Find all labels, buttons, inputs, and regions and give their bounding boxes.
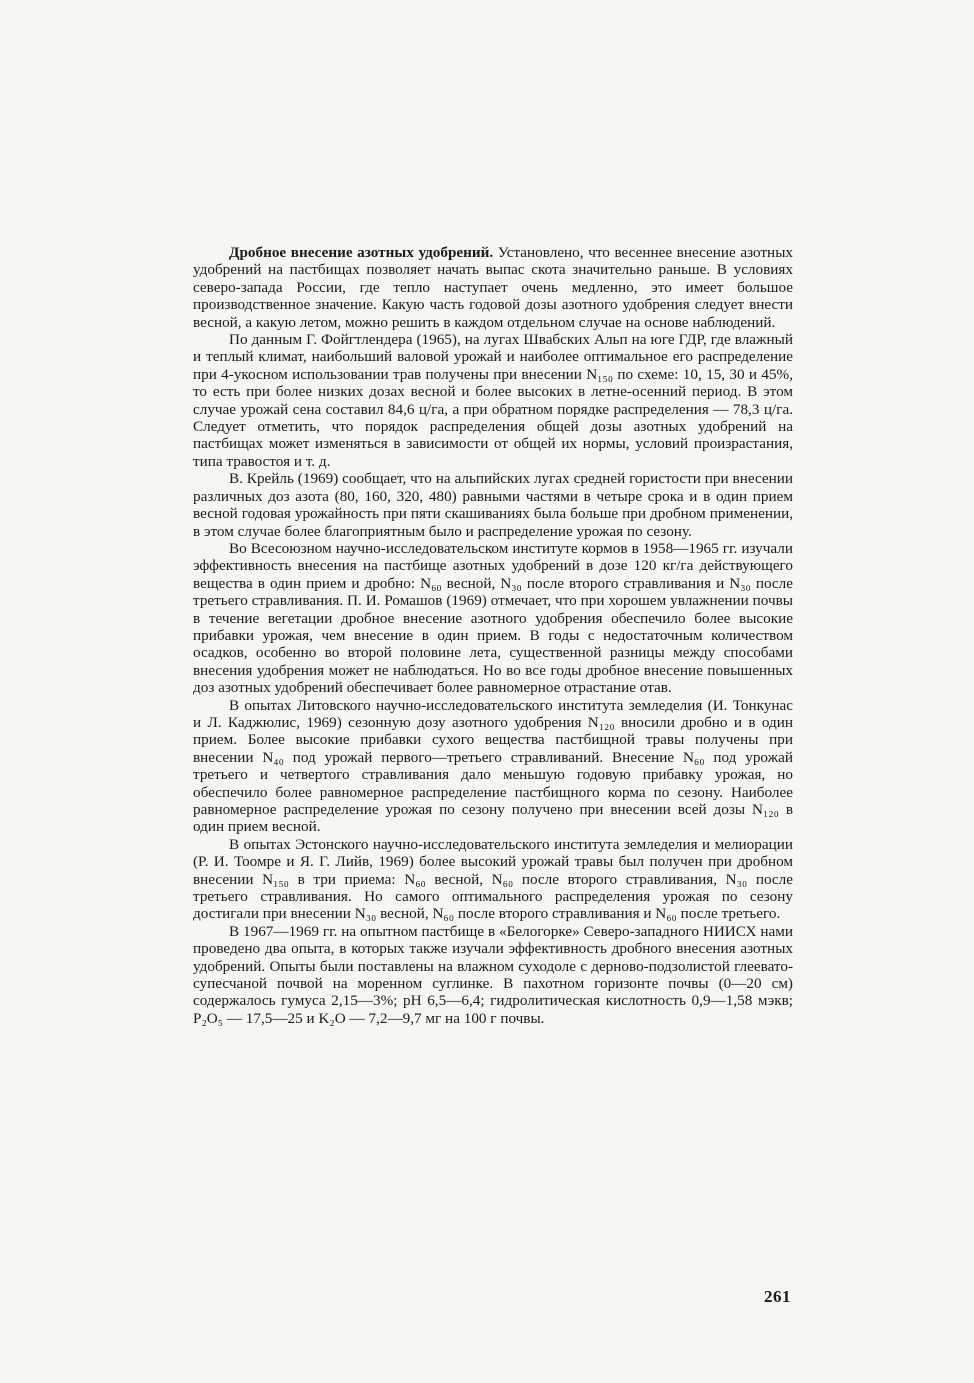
paragraph-split-application: [193, 244, 793, 331]
paragraph-text: В опытах Эстонского научно-исследовательского института земледелия и мелиорации (Р. И. Тоомре и Я. Г. Лийв, 1969) более высокий урожай травы был получен при дробном внесении N₁₅₀ в три приема: N₆₀ весной, N₆₀ после второго стравливания, N₃₀ после третьего стравливания. Но самого оптимального распределения урожая по сезону достигали при внесении N₃₀ весной, N₆₀ после второго стравливания и N₆₀ после третьего.: [193, 835, 793, 923]
paragraph-text: В. Крейль (1969) сообщает, что на альпийских лугах средней гористости при внесении различных доз азота (80, 160, 320, 480) равными частями в четыре срока и в один прием весной годовая урожайность при пяти скашиваниях была больше при дробном применении, в этом случае более благоприятным было и распределение урожая по сезону.: [193, 470, 793, 540]
paragraph-estonia: [193, 836, 793, 923]
paragraph-vniik: [193, 540, 793, 697]
paragraph-voigtlander: [193, 331, 793, 470]
paragraph-text: В опытах Литовского научно-исследовательского института земледелия (И. Тонкунас и Л. Каджюлис, 1969) сезонную дозу азотного удобрения N₁₂₀ вносили дробно и в один прием. Более высокие прибавки сухого вещества пастбищной травы получены при внесении N₄₀ под урожай первого—третьего стравливаний. Внесение N₆₀ под урожай третьего и четвертого стравливания дало меньшую годовую прибавку урожая, но обеспечило более равномерное распределение пастбищного корма по сезону. Наиболее равномерное распределение урожая по сезону получено при внесении всей дозы N₁₂₀ в один прием весной.: [193, 696, 793, 836]
paragraph-belogorka: [193, 923, 793, 1027]
body-text: [193, 244, 793, 1027]
paragraph-text: Во Всесоюзном научно-исследовательском институте кормов в 1958—1965 гг. изучали эффективность внесения на пастбище азотных удобрений в дозе 120 кг/га действующего вещества в один прием и дробно: N₆₀ весной, N₃₀ после второго стравливания и N₃₀ после третьего стравливания. П. И. Ромашов (1969) отмечает, что при хорошем увлажнении почвы в течение вегетации дробное внесение азотного удобрения обеспечило более высокие прибавки урожая, чем внесение в один прием. В годы с недостаточным количеством осадков, особенно во второй половине лета, существенной разницы между способами внесения удобрения может не наблюдаться. Но во все годы дробное внесение повышенных доз азотных удобрений обеспечивает более равномерное отрастание отав.: [193, 539, 793, 697]
paragraph-text: Установлено, что весеннее внесение азотных удобрений на пастбищах позволяет начать выпас скота значительно раньше. В условиях северо-запада России, где тепло наступает очень медленно, это имеет большое производственное значение. Какую часть годовой дозы азотного удобрения следует внести весной, а какую летом, можно решить в каждом отдельном случае на основе наблюдений.: [193, 244, 793, 331]
page-number: 261: [764, 1287, 791, 1306]
paragraph-text: По данным Г. Фойгтлендера (1965), на лугах Швабских Альп на юге ГДР, где влажный и теплый климат, наибольший валовой урожай и наиболее оптимальное его распределение при 4-укосном использовании трав получены при внесении N₁₅₀ по схеме: 10, 15, 30 и 45%, то есть при более низких дозах весной и более высоких в летне-осенний период. В этом случае урожай сена составил 84,6 ц/га, а при обратном порядке распределения — 78,3 ц/га. Следует отметить, что порядок распределения общей дозы азотных удобрений на пастбищах может изменяться в зависимости от общей их нормы, условий произрастания, типа травостоя и т. д.: [193, 331, 793, 470]
paragraph-kreil: [193, 470, 793, 540]
section-lead-heading: Дробное внесение азотных удобрений.: [229, 244, 494, 261]
paragraph-lithuania: [193, 697, 793, 836]
paragraph-text: В 1967—1969 гг. на опытном пастбище в «Белогорке» Северо-западного НИИСХ нами проведено два опыта, в которых также изучали эффективность дробного внесения азотных удобрений. Опыты были поставлены на влажном суходоле с дерново-подзолистой глеевато-супесчаной почвой на моренном суглинке. В пахотном горизонте почвы (0—20 см) содержалось гумуса 2,15—3%; pH 6,5—6,4; гидролитическая кислотность 0,9—1,58 мэкв; P₂O₅ — 17,5—25 и K₂O — 7,2—9,7 мг на 100 г почвы.: [193, 922, 793, 1027]
